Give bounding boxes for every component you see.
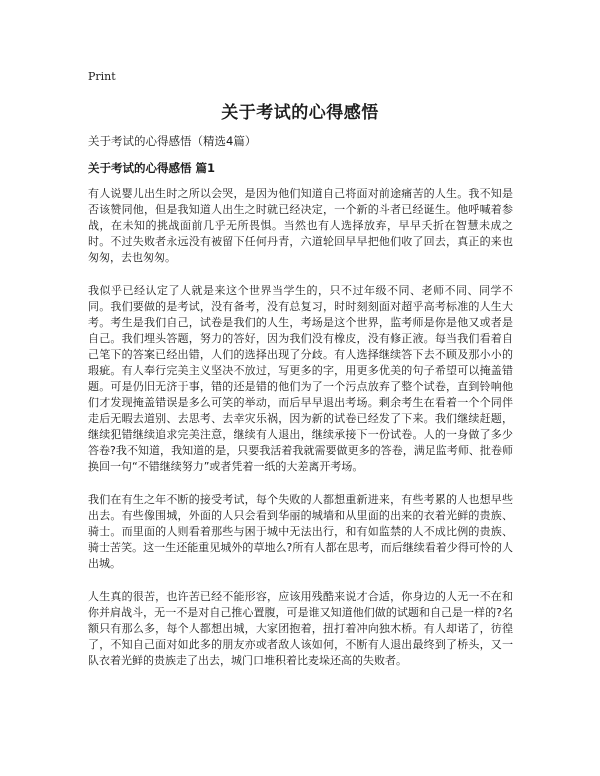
document-title: 关于考试的心得感悟 xyxy=(221,103,379,123)
body-text xyxy=(88,186,513,686)
paragraph: 我们在有生之年不断的接受考试，每个失败的人都想重新进来，有些考累的人也想早些出去。有些像围城，外面的人只会看到华丽的城墙和从里面的出来的衣着光鲜的贵族、骑士。而里面的人则看着那些与困于城中无法出行，和有如监禁的人不成比例的贵族、骑士苦笑。这一生还能重见城外的草地么?所有人都在思考，而后继续看着少得可怜的人出城。 xyxy=(88,493,513,570)
document-subtitle: 关于考试的心得感悟（精选4篇） xyxy=(88,134,257,148)
paragraph: 有人说婴儿出生时之所以会哭，是因为他们知道自己将面对前途痛苦的人生。我不知是否该赞同他，但是我知道人出生之时就已经决定，一个新的斗者已经诞生。他呼喊着参战，在未知的挑战面前几乎无所畏惧。当然也有人选择放弃，早早夭折在智慧未成之时。不过失败者永远没有被留下任何丹青，六道轮回早早把他们收了回去，真正的来也匆匆，去也匆匆。 xyxy=(88,187,513,264)
print-label: Print xyxy=(88,70,116,83)
paragraph: 我似乎已经认定了人就是来这个世界当学生的，只不过年级不同、老师不同、同学不同。我们要做的是考试，没有备考，没有总复习，时时刻刻面对超乎高考标准的人生大考。考生是我们自己，试卷是我们的人生，考场是这个世界，监考师是你是他又或者是自己。我们埋头答题，努力的答好，因为我们没有橡皮，没有修正液。每当我们看着自己笔下的答案已经出错，人们的选择出现了分歧。有人选择继续答下去不顾及那小小的瑕疵。有人奉行完美主义坚决不放过，写更多的字，用更多优美的句子希望可以掩盖错题。可是仍旧无济于事，错的还是错的他们为了一个污点放弃了整个试卷，直到铃响他们才发现掩盖错误是多么可笑的举动，而后早早退出考场。剩余考生在看着一个个同伴走后无暇去道别、去思考、去幸灾乐祸，因为新的试卷已经发了下来。我们继续赶题，继续犯错继续追求完美注意，继续有人退出，继续承接下一份试卷。人的一身做了多少答卷?我不知道，我知道的是，只要我活着我就需要做更多的答卷，满足监考师、批卷师换回一句“不错继续努力”或者凭着一纸的大差离开考场。 xyxy=(88,284,513,473)
section-heading: 关于考试的心得感悟 篇1 xyxy=(88,161,216,175)
paragraph: 人生真的很苦，也许苦已经不能形容，应该用残酷来说才合适，你身边的人无一不在和你并肩战斗，无一不是对自己推心置腹，可是谁又知道他们做的试题和自己是一样的?名额只有那么多，每个人都想出城，大家团抱着，扭打着冲向独木桥。有人却诺了，彷徨了，不知自己面对如此多的朋友亦或者敌人该如何，不断有人退出最终到了桥头，又一队衣着光鲜的贵族走了出去，城门口堆积着比麦垛还高的失败者。 xyxy=(88,590,513,667)
